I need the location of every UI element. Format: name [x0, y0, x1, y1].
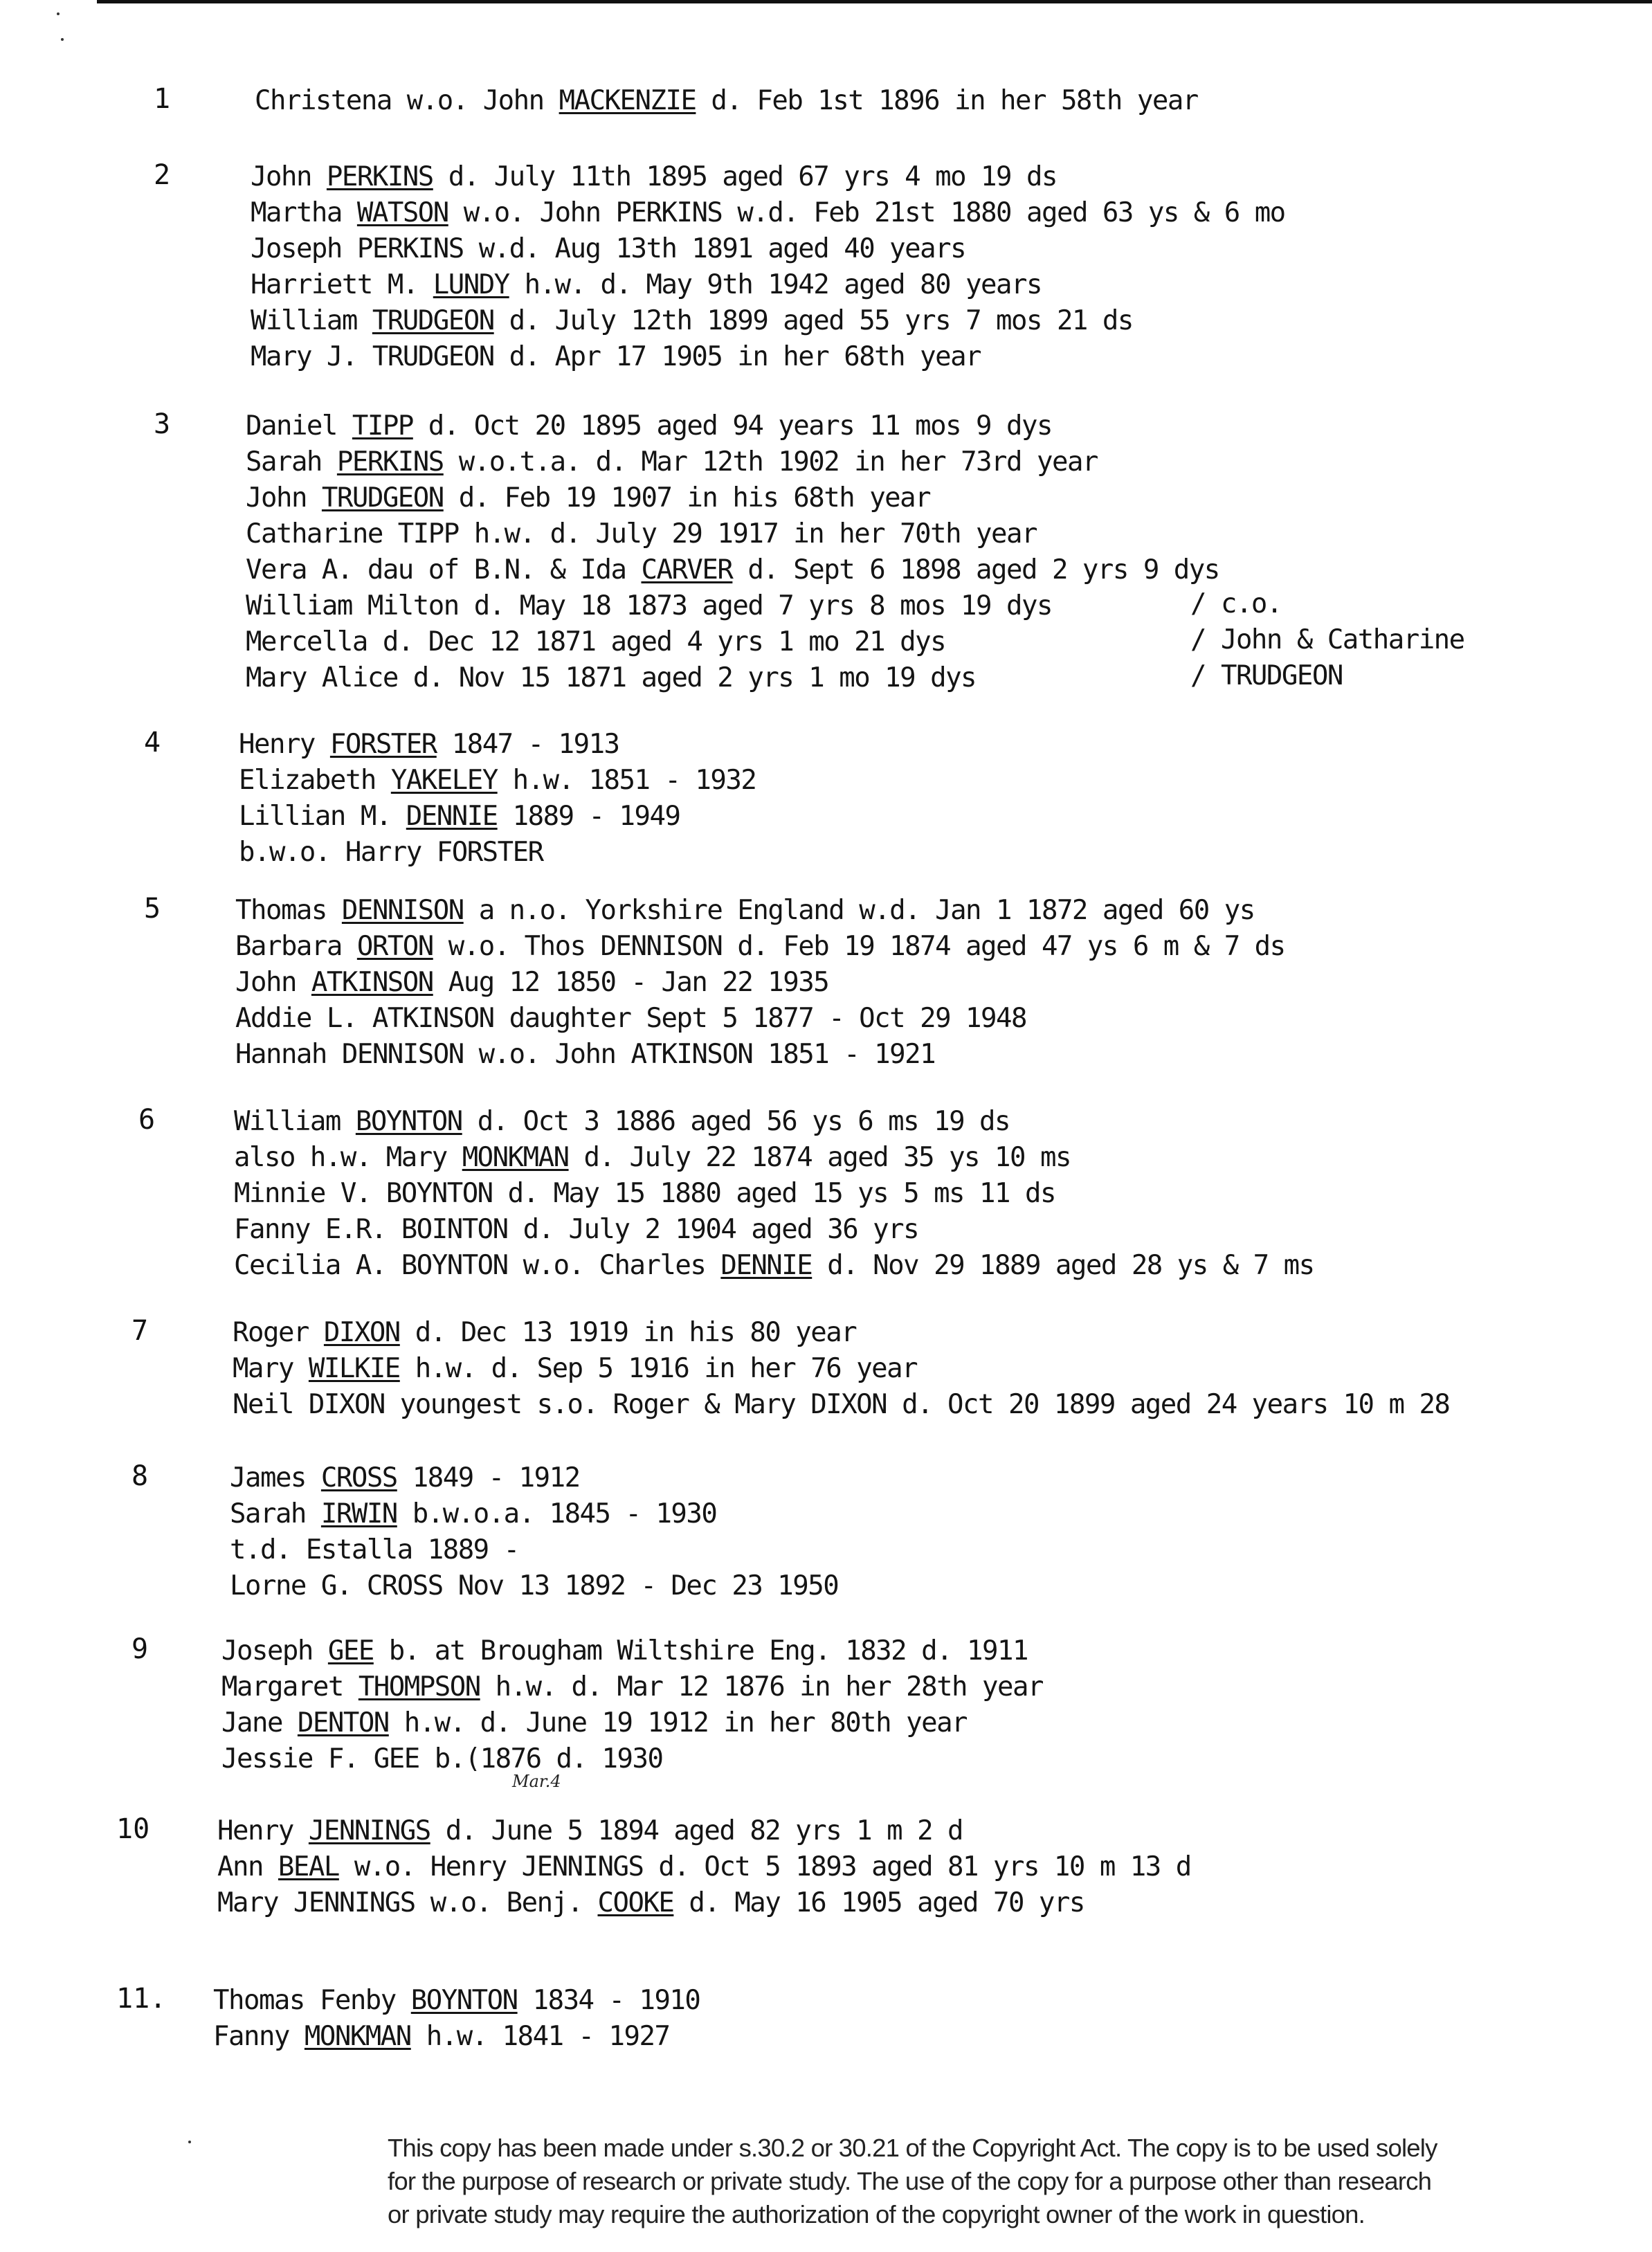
- record-text: d. June 5 1894 aged 82 yrs 1 m 2 d: [430, 1815, 963, 1846]
- record-line: [246, 408, 1219, 444]
- record-text: John: [235, 967, 311, 998]
- record-number: 3: [154, 408, 171, 440]
- record-text: William: [251, 305, 372, 336]
- record-line: [251, 339, 1285, 375]
- surname-underlined: DENNIE: [406, 801, 498, 832]
- record-line: [246, 588, 1219, 624]
- record-line: [251, 231, 1285, 267]
- surname-underlined: CARVER: [641, 554, 733, 585]
- record-text: Vera A. dau of B.N. & Ida: [246, 554, 642, 585]
- record-text: Mary JENNINGS w.o. Benj.: [217, 1887, 598, 1918]
- side-note: / John & Catharine: [1190, 624, 1464, 655]
- surname-underlined: CROSS: [320, 1462, 397, 1493]
- scan-speck: [57, 12, 60, 15]
- surname-underlined: COOKE: [597, 1887, 674, 1918]
- surname-underlined: WILKIE: [308, 1353, 400, 1384]
- record-text: Harriett M.: [251, 269, 433, 300]
- record-line: [239, 727, 756, 763]
- record-text: Thomas Fenby: [213, 1985, 411, 2016]
- record-text: b.w.o. Harry FORSTER: [239, 837, 543, 868]
- record-text: Catharine TIPP h.w. d. July 29 1917 in her 70th year: [246, 518, 1037, 550]
- record-line: [239, 799, 756, 835]
- surname-underlined: PERKINS: [336, 446, 444, 478]
- record-line: [235, 1037, 1285, 1073]
- surname-underlined: LUNDY: [433, 269, 509, 300]
- record-number: 2: [154, 159, 171, 191]
- record-text: John: [246, 482, 322, 514]
- record-line: [217, 1885, 1191, 1921]
- record-text: Mary J. TRUDGEON d. Apr 17 1905 in her 68th year: [251, 341, 981, 372]
- surname-underlined: DENNISON: [341, 895, 464, 926]
- record-number: 7: [131, 1315, 149, 1347]
- record-text: Jessie F. GEE b.(1876 d. 1930: [221, 1743, 663, 1774]
- record-text: Aug 12 1850 - Jan 22 1935: [433, 967, 829, 998]
- record-lines: [213, 1983, 700, 2055]
- side-note: / TRUDGEON: [1190, 660, 1343, 691]
- record-text: Jane: [221, 1707, 298, 1738]
- copyright-line: or private study may require the authorization of the copyright owner of the work in question.: [388, 2200, 1365, 2228]
- record-line: [234, 1176, 1314, 1212]
- surname-underlined: WATSON: [356, 197, 448, 228]
- record-text: b. at Brougham Wiltshire Eng. 1832 d. 1911: [373, 1635, 1028, 1667]
- record-line: [233, 1351, 1449, 1387]
- record-text: Joseph PERKINS w.d. Aug 13th 1891 aged 40 years: [251, 233, 966, 264]
- record-line: [246, 516, 1219, 552]
- record-lines: [246, 408, 1219, 696]
- record-text: d. Nov 29 1889 aged 28 ys & 7 ms: [812, 1250, 1314, 1281]
- surname-underlined: MONKMAN: [304, 2021, 411, 2052]
- record-line: [213, 2019, 700, 2055]
- record-line: [255, 83, 1198, 119]
- record-text: d. Feb 1st 1896 in her 58th year: [696, 85, 1198, 116]
- surname-underlined: BOYNTON: [410, 1985, 518, 2016]
- record-text: Martha: [251, 197, 357, 228]
- record-line: [246, 624, 1219, 660]
- surname-underlined: PERKINS: [326, 161, 433, 192]
- record-text: Hannah DENNISON w.o. John ATKINSON 1851 - 1921: [235, 1039, 936, 1070]
- record-text: Cecilia A. BOYNTON w.o. Charles: [234, 1250, 721, 1281]
- record-text: h.w. 1851 - 1932: [497, 765, 756, 796]
- surname-underlined: DENTON: [297, 1707, 389, 1738]
- record-text: Mary Alice d. Nov 15 1871 aged 2 yrs 1 mo 19 dys: [246, 662, 977, 693]
- record-line: [235, 893, 1285, 929]
- record-text: d. Sept 6 1898 aged 2 yrs 9 dys: [732, 554, 1219, 585]
- record-text: Neil DIXON youngest s.o. Roger & Mary DIXON d. Oct 20 1899 aged 24 years 10 m 28: [233, 1389, 1450, 1420]
- record-line: [235, 929, 1285, 965]
- record-text: William Milton d. May 18 1873 aged 7 yrs 8 mos 19 dys: [246, 590, 1052, 621]
- surname-underlined: ORTON: [356, 931, 433, 962]
- record-text: Addie L. ATKINSON daughter Sept 5 1877 - Oct 29 1948: [235, 1003, 1026, 1034]
- record-text: Mary: [233, 1353, 309, 1384]
- record-line: [213, 1983, 700, 2019]
- record-text: Mercella d. Dec 12 1871 aged 4 yrs 1 mo 21 dys: [246, 626, 946, 657]
- record-line: [246, 660, 1219, 696]
- record-text: t.d. Estalla 1889 -: [230, 1534, 519, 1565]
- record-number: 9: [131, 1633, 149, 1665]
- record-text: w.o. Henry JENNINGS d. Oct 5 1893 aged 81 yrs 10 m 13 d: [338, 1851, 1191, 1882]
- record-line: [246, 552, 1219, 588]
- record-text: d. May 16 1905 aged 70 yrs: [673, 1887, 1084, 1918]
- record-line: [230, 1460, 838, 1496]
- record-text: h.w. d. May 9th 1942 aged 80 years: [509, 269, 1042, 300]
- surname-underlined: DIXON: [323, 1317, 400, 1348]
- record-text: b.w.o.a. 1845 - 1930: [397, 1498, 717, 1529]
- record-text: Daniel: [246, 410, 352, 442]
- record-number: 1: [154, 83, 171, 115]
- surname-underlined: DENNIE: [720, 1250, 813, 1281]
- record-text: Sarah: [230, 1498, 321, 1529]
- record-text: w.o. John PERKINS w.d. Feb 21st 1880 aged 63 ys & 6 mo: [448, 197, 1285, 228]
- top-border-line: [97, 0, 1652, 3]
- record-text: w.o. Thos DENNISON d. Feb 19 1874 aged 47 ys 6 m & 7 ds: [433, 931, 1285, 962]
- record-text: Elizabeth: [239, 765, 391, 796]
- record-text: d. Feb 19 1907 in his 68th year: [443, 482, 931, 514]
- record-line: [251, 267, 1285, 303]
- record-text: Henry: [217, 1815, 309, 1846]
- record-line: [221, 1633, 1043, 1669]
- record-text: 1834 - 1910: [517, 1985, 700, 2016]
- record-line: [251, 303, 1285, 339]
- record-text: Lillian M.: [239, 801, 406, 832]
- surname-underlined: BEAL: [278, 1851, 339, 1882]
- surname-underlined: TRUDGEON: [372, 305, 494, 336]
- record-text: Fanny E.R. BOINTON d. July 2 1904 aged 36 yrs: [234, 1214, 919, 1245]
- record-line: [230, 1532, 838, 1568]
- handwritten-note: Mar.4: [512, 1772, 561, 1791]
- record-line: [230, 1568, 838, 1604]
- record-line: [217, 1813, 1191, 1849]
- scan-speck: [188, 2141, 191, 2143]
- record-text: Christena w.o. John: [255, 85, 559, 116]
- record-lines: [251, 159, 1285, 375]
- copyright-notice: [388, 2132, 1633, 2231]
- surname-underlined: FORSTER: [329, 729, 437, 760]
- record-line: [234, 1248, 1314, 1284]
- record-lines: [235, 893, 1285, 1073]
- record-text: Margaret: [221, 1671, 358, 1702]
- record-text: Roger: [233, 1317, 324, 1348]
- record-text: d. July 12th 1899 aged 55 yrs 7 mos 21 ds: [493, 305, 1133, 336]
- record-lines: [221, 1633, 1043, 1777]
- record-text: h.w. d. Sep 5 1916 in her 76 year: [399, 1353, 918, 1384]
- record-number: 11.: [116, 1983, 167, 2015]
- record-lines: [233, 1315, 1449, 1423]
- record-line: [239, 763, 756, 799]
- surname-underlined: TRUDGEON: [321, 482, 444, 514]
- copyright-line: This copy has been made under s.30.2 or 30.21 of the Copyright Act. The copy is to be used solely: [388, 2134, 1437, 2162]
- record-text: James: [230, 1462, 321, 1493]
- record-text: Joseph: [221, 1635, 328, 1667]
- record-text: Minnie V. BOYNTON d. May 15 1880 aged 15 ys 5 ms 11 ds: [234, 1178, 1055, 1209]
- surname-underlined: MONKMAN: [462, 1142, 569, 1173]
- record-line: [217, 1849, 1191, 1885]
- surname-underlined: IRWIN: [320, 1498, 397, 1529]
- record-line: [234, 1212, 1314, 1248]
- record-line: [230, 1496, 838, 1532]
- record-text: h.w. 1841 - 1927: [410, 2021, 670, 2052]
- record-line: [235, 1001, 1285, 1037]
- record-text: 1847 - 1913: [436, 729, 619, 760]
- record-text: also h.w. Mary: [234, 1142, 462, 1173]
- record-line: [221, 1705, 1043, 1741]
- record-lines: [239, 727, 756, 871]
- record-line: [221, 1741, 1043, 1777]
- record-text: d. Oct 3 1886 aged 56 ys 6 ms 19 ds: [462, 1106, 1010, 1137]
- record-text: a n.o. Yorkshire England w.d. Jan 1 1872 aged 60 ys: [463, 895, 1255, 926]
- surname-underlined: THOMPSON: [358, 1671, 480, 1702]
- record-text: d. July 11th 1895 aged 67 yrs 4 mo 19 ds: [433, 161, 1057, 192]
- record-line: [251, 195, 1285, 231]
- record-line: [246, 444, 1219, 480]
- record-text: w.o.t.a. d. Mar 12th 1902 in her 73rd year: [443, 446, 1098, 478]
- record-number: 5: [144, 893, 161, 925]
- surname-underlined: TIPP: [352, 410, 413, 442]
- copyright-line: for the purpose of research or private study. The use of the copy for a purpose other than research: [388, 2167, 1432, 2195]
- record-text: Henry: [239, 729, 330, 760]
- record-line: [235, 965, 1285, 1001]
- record-text: Thomas: [235, 895, 342, 926]
- record-number: 4: [144, 727, 161, 759]
- surname-underlined: JENNINGS: [308, 1815, 430, 1846]
- side-note: / c.o.: [1190, 588, 1282, 619]
- record-text: 1849 - 1912: [397, 1462, 580, 1493]
- record-text: John: [251, 161, 327, 192]
- record-text: d. Oct 20 1895 aged 94 years 11 mos 9 dys: [412, 410, 1052, 442]
- record-text: 1889 - 1949: [497, 801, 680, 832]
- scan-speck: [61, 38, 64, 41]
- record-lines: [230, 1460, 838, 1604]
- record-number: 6: [138, 1104, 156, 1136]
- record-line: [239, 835, 756, 871]
- surname-underlined: BOYNTON: [355, 1106, 462, 1137]
- surname-underlined: ATKINSON: [311, 967, 433, 998]
- record-text: h.w. d. Mar 12 1876 in her 28th year: [480, 1671, 1043, 1702]
- record-line: [221, 1669, 1043, 1705]
- record-lines: [255, 83, 1198, 119]
- record-line: [233, 1387, 1449, 1423]
- record-line: [251, 159, 1285, 195]
- record-line: [234, 1140, 1314, 1176]
- record-text: d. Dec 13 1919 in his 80 year: [399, 1317, 857, 1348]
- surname-underlined: MACKENZIE: [559, 85, 696, 116]
- record-text: Ann: [217, 1851, 278, 1882]
- record-text: William: [234, 1106, 356, 1137]
- record-number: 8: [131, 1460, 149, 1492]
- record-number: 10: [116, 1813, 150, 1845]
- record-text: d. July 22 1874 aged 35 ys 10 ms: [568, 1142, 1071, 1173]
- record-line: [233, 1315, 1449, 1351]
- record-text: Lorne G. CROSS Nov 13 1892 - Dec 23 1950: [230, 1570, 839, 1601]
- record-text: Barbara: [235, 931, 357, 962]
- record-text: Sarah: [246, 446, 337, 478]
- surname-underlined: GEE: [327, 1635, 374, 1667]
- record-lines: [217, 1813, 1191, 1921]
- record-line: [234, 1104, 1314, 1140]
- surname-underlined: YAKELEY: [390, 765, 498, 796]
- record-line: [246, 480, 1219, 516]
- record-text: h.w. d. June 19 1912 in her 80th year: [388, 1707, 968, 1738]
- record-lines: [234, 1104, 1314, 1284]
- record-text: Fanny: [213, 2021, 305, 2052]
